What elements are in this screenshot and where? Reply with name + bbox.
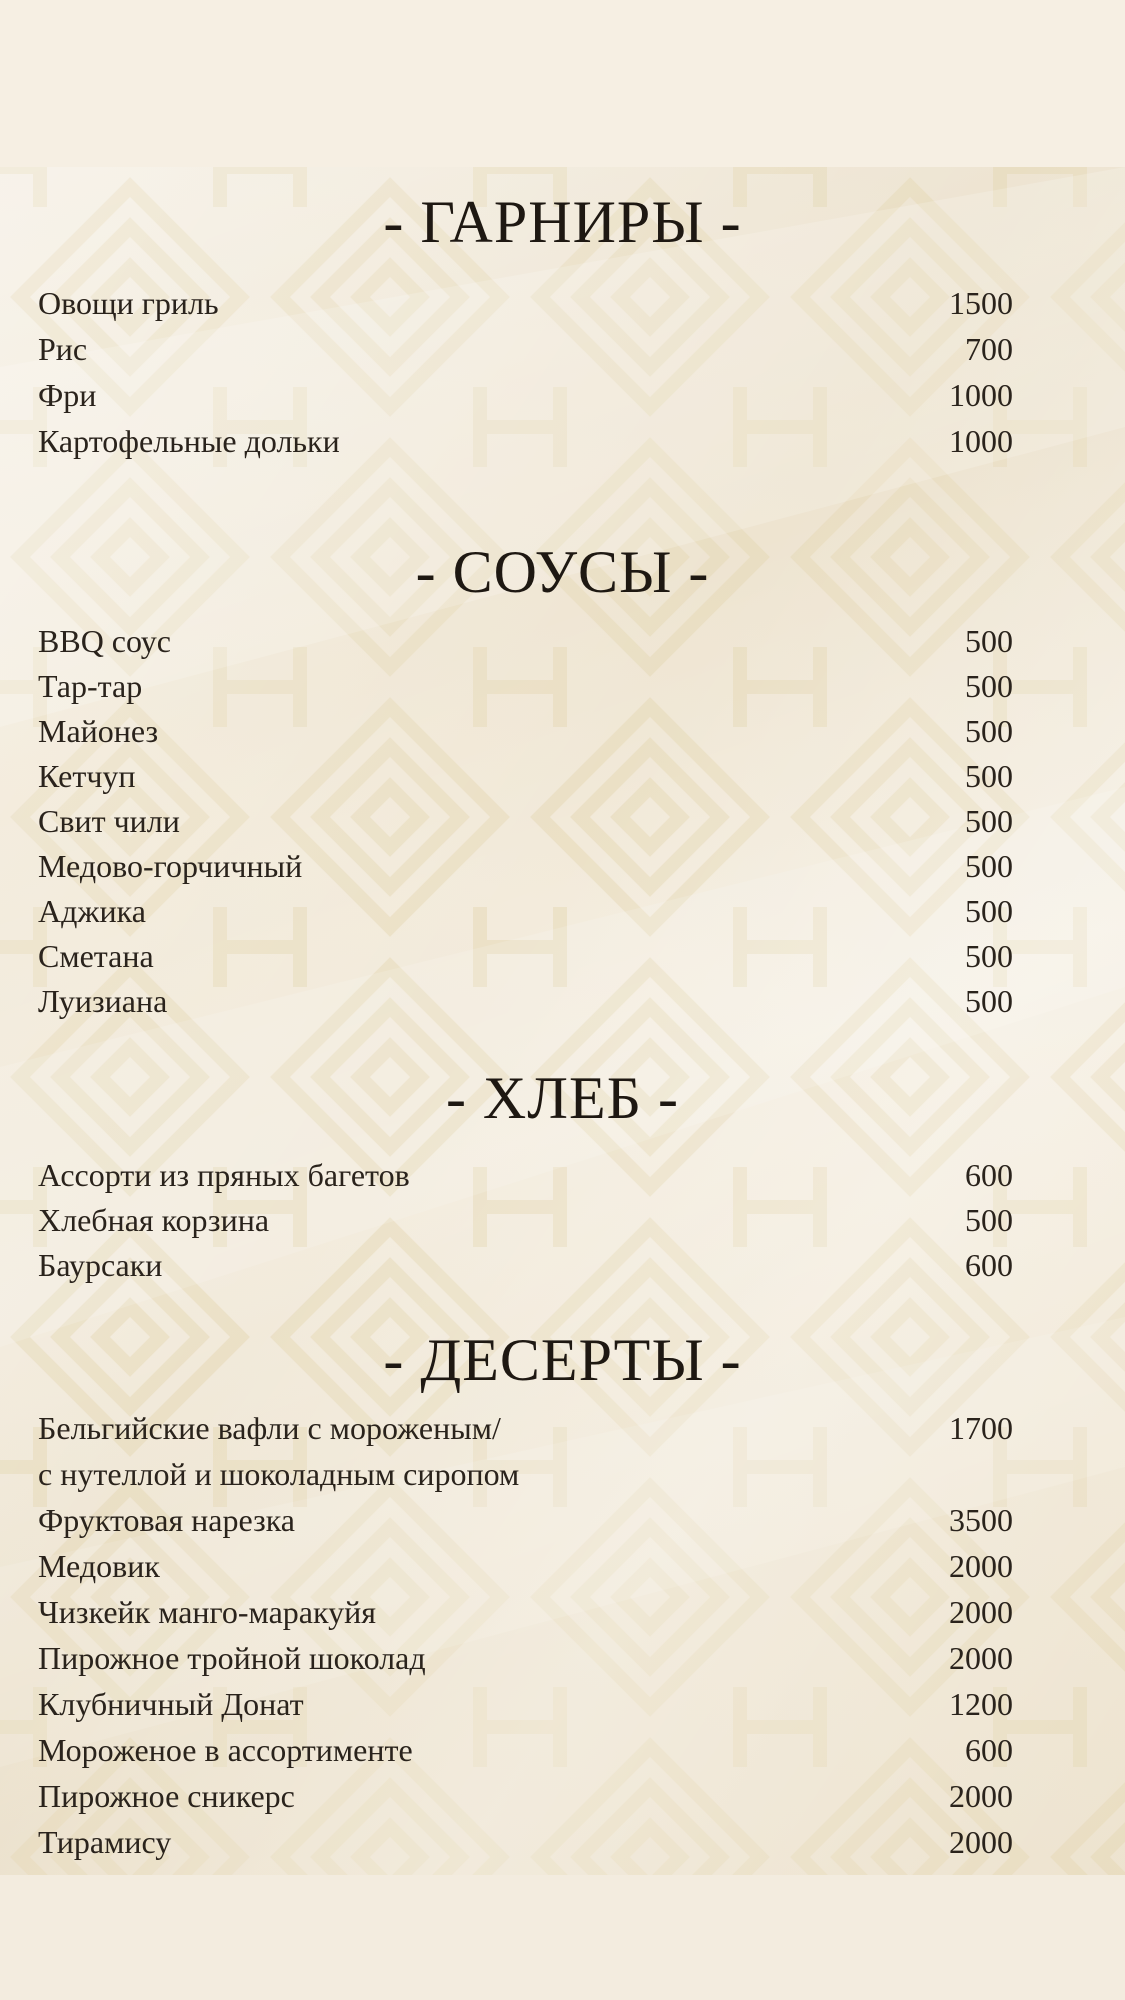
item-price: 500 — [965, 803, 1013, 839]
menu-item — [38, 1819, 1013, 1865]
menu-item — [38, 663, 1013, 709]
item-price: 500 — [965, 713, 1013, 749]
menu-item — [38, 1543, 1013, 1589]
menu-item — [38, 1681, 1013, 1727]
item-price: 500 — [965, 668, 1013, 704]
menu-item — [38, 280, 1013, 326]
item-name: Картофельные дольки — [38, 423, 340, 459]
item-price: 500 — [965, 893, 1013, 929]
item-name: Кетчуп — [38, 758, 136, 794]
menu-item — [38, 1405, 1013, 1451]
item-price: 1500 — [949, 285, 1013, 321]
menu-item — [38, 1197, 1013, 1243]
menu-item — [38, 1635, 1013, 1681]
menu-item — [38, 1497, 1013, 1543]
item-price: 500 — [965, 983, 1013, 1019]
menu-item — [38, 1451, 1013, 1497]
menu-item — [38, 372, 1013, 418]
section-title-bread: - ХЛЕБ - — [445, 1065, 680, 1131]
item-name: Рис — [38, 331, 88, 367]
section-title-garnishes: - ГАРНИРЫ - — [383, 189, 742, 255]
item-name: Сметана — [38, 938, 154, 974]
menu-item — [38, 1773, 1013, 1819]
menu-item — [38, 708, 1013, 754]
menu-item — [38, 1152, 1013, 1198]
item-price: 500 — [965, 848, 1013, 884]
item-price: 2000 — [949, 1594, 1013, 1630]
item-price: 500 — [965, 758, 1013, 794]
menu-panel — [0, 167, 1125, 1875]
item-price: 500 — [965, 623, 1013, 659]
menu-item — [38, 978, 1013, 1024]
item-name: Пирожное тройной шоколад — [38, 1640, 426, 1676]
item-name: с нутеллой и шоколадным сиропом — [38, 1456, 520, 1492]
item-name: Фруктовая нарезка — [38, 1502, 295, 1538]
item-price: 2000 — [949, 1824, 1013, 1860]
item-name: Фри — [38, 377, 97, 413]
item-name: Луизиана — [38, 983, 168, 1019]
item-price: 600 — [965, 1247, 1013, 1283]
item-price: 1700 — [949, 1410, 1013, 1446]
menu-item — [38, 326, 1013, 372]
menu-item — [38, 1589, 1013, 1635]
item-price: 3500 — [949, 1502, 1013, 1538]
bottom-margin — [0, 1875, 1125, 2000]
menu-item — [38, 418, 1013, 464]
item-name: Овощи гриль — [38, 285, 219, 321]
item-price: 500 — [965, 938, 1013, 974]
item-name: BBQ соус — [38, 623, 171, 659]
item-name: Медовик — [38, 1548, 160, 1584]
item-name: Чизкейк манго-маракуйя — [38, 1594, 376, 1630]
item-name: Свит чили — [38, 803, 180, 839]
item-price: 1000 — [949, 377, 1013, 413]
item-price: 2000 — [949, 1640, 1013, 1676]
menu-item — [38, 618, 1013, 664]
item-name: Баурсаки — [38, 1247, 163, 1283]
item-price: 600 — [965, 1157, 1013, 1193]
item-price: 1000 — [949, 423, 1013, 459]
item-name: Хлебная корзина — [38, 1202, 270, 1238]
item-name: Аджика — [38, 893, 146, 929]
menu-item — [38, 798, 1013, 844]
item-price: 2000 — [949, 1548, 1013, 1584]
menu-item — [38, 1727, 1013, 1773]
menu-item — [38, 933, 1013, 979]
item-price: 2000 — [949, 1778, 1013, 1814]
item-price: 600 — [965, 1732, 1013, 1768]
item-name: Ассорти из пряных багетов — [38, 1157, 410, 1193]
item-name: Тар-тар — [38, 668, 143, 704]
item-name: Пирожное сникерс — [38, 1778, 295, 1814]
item-name: Майонез — [38, 713, 159, 749]
section-title-desserts: - ДЕСЕРТЫ - — [383, 1327, 742, 1393]
menu-item — [38, 753, 1013, 799]
item-name: Клубничный Донат — [38, 1686, 304, 1722]
item-name: Мороженое в ассортименте — [38, 1732, 413, 1768]
menu-item — [38, 888, 1013, 934]
item-price: 500 — [965, 1202, 1013, 1238]
menu-item — [38, 843, 1013, 889]
item-price: 700 — [965, 331, 1013, 367]
item-name: Медово-горчичный — [38, 848, 303, 884]
section-title-sauces: - СОУСЫ - — [415, 539, 710, 605]
item-name: Тирамису — [38, 1824, 172, 1860]
menu-item — [38, 1242, 1013, 1288]
item-name: Бельгийские вафли с мороженым/ — [38, 1410, 501, 1446]
top-margin — [0, 0, 1125, 167]
item-price: 1200 — [949, 1686, 1013, 1722]
